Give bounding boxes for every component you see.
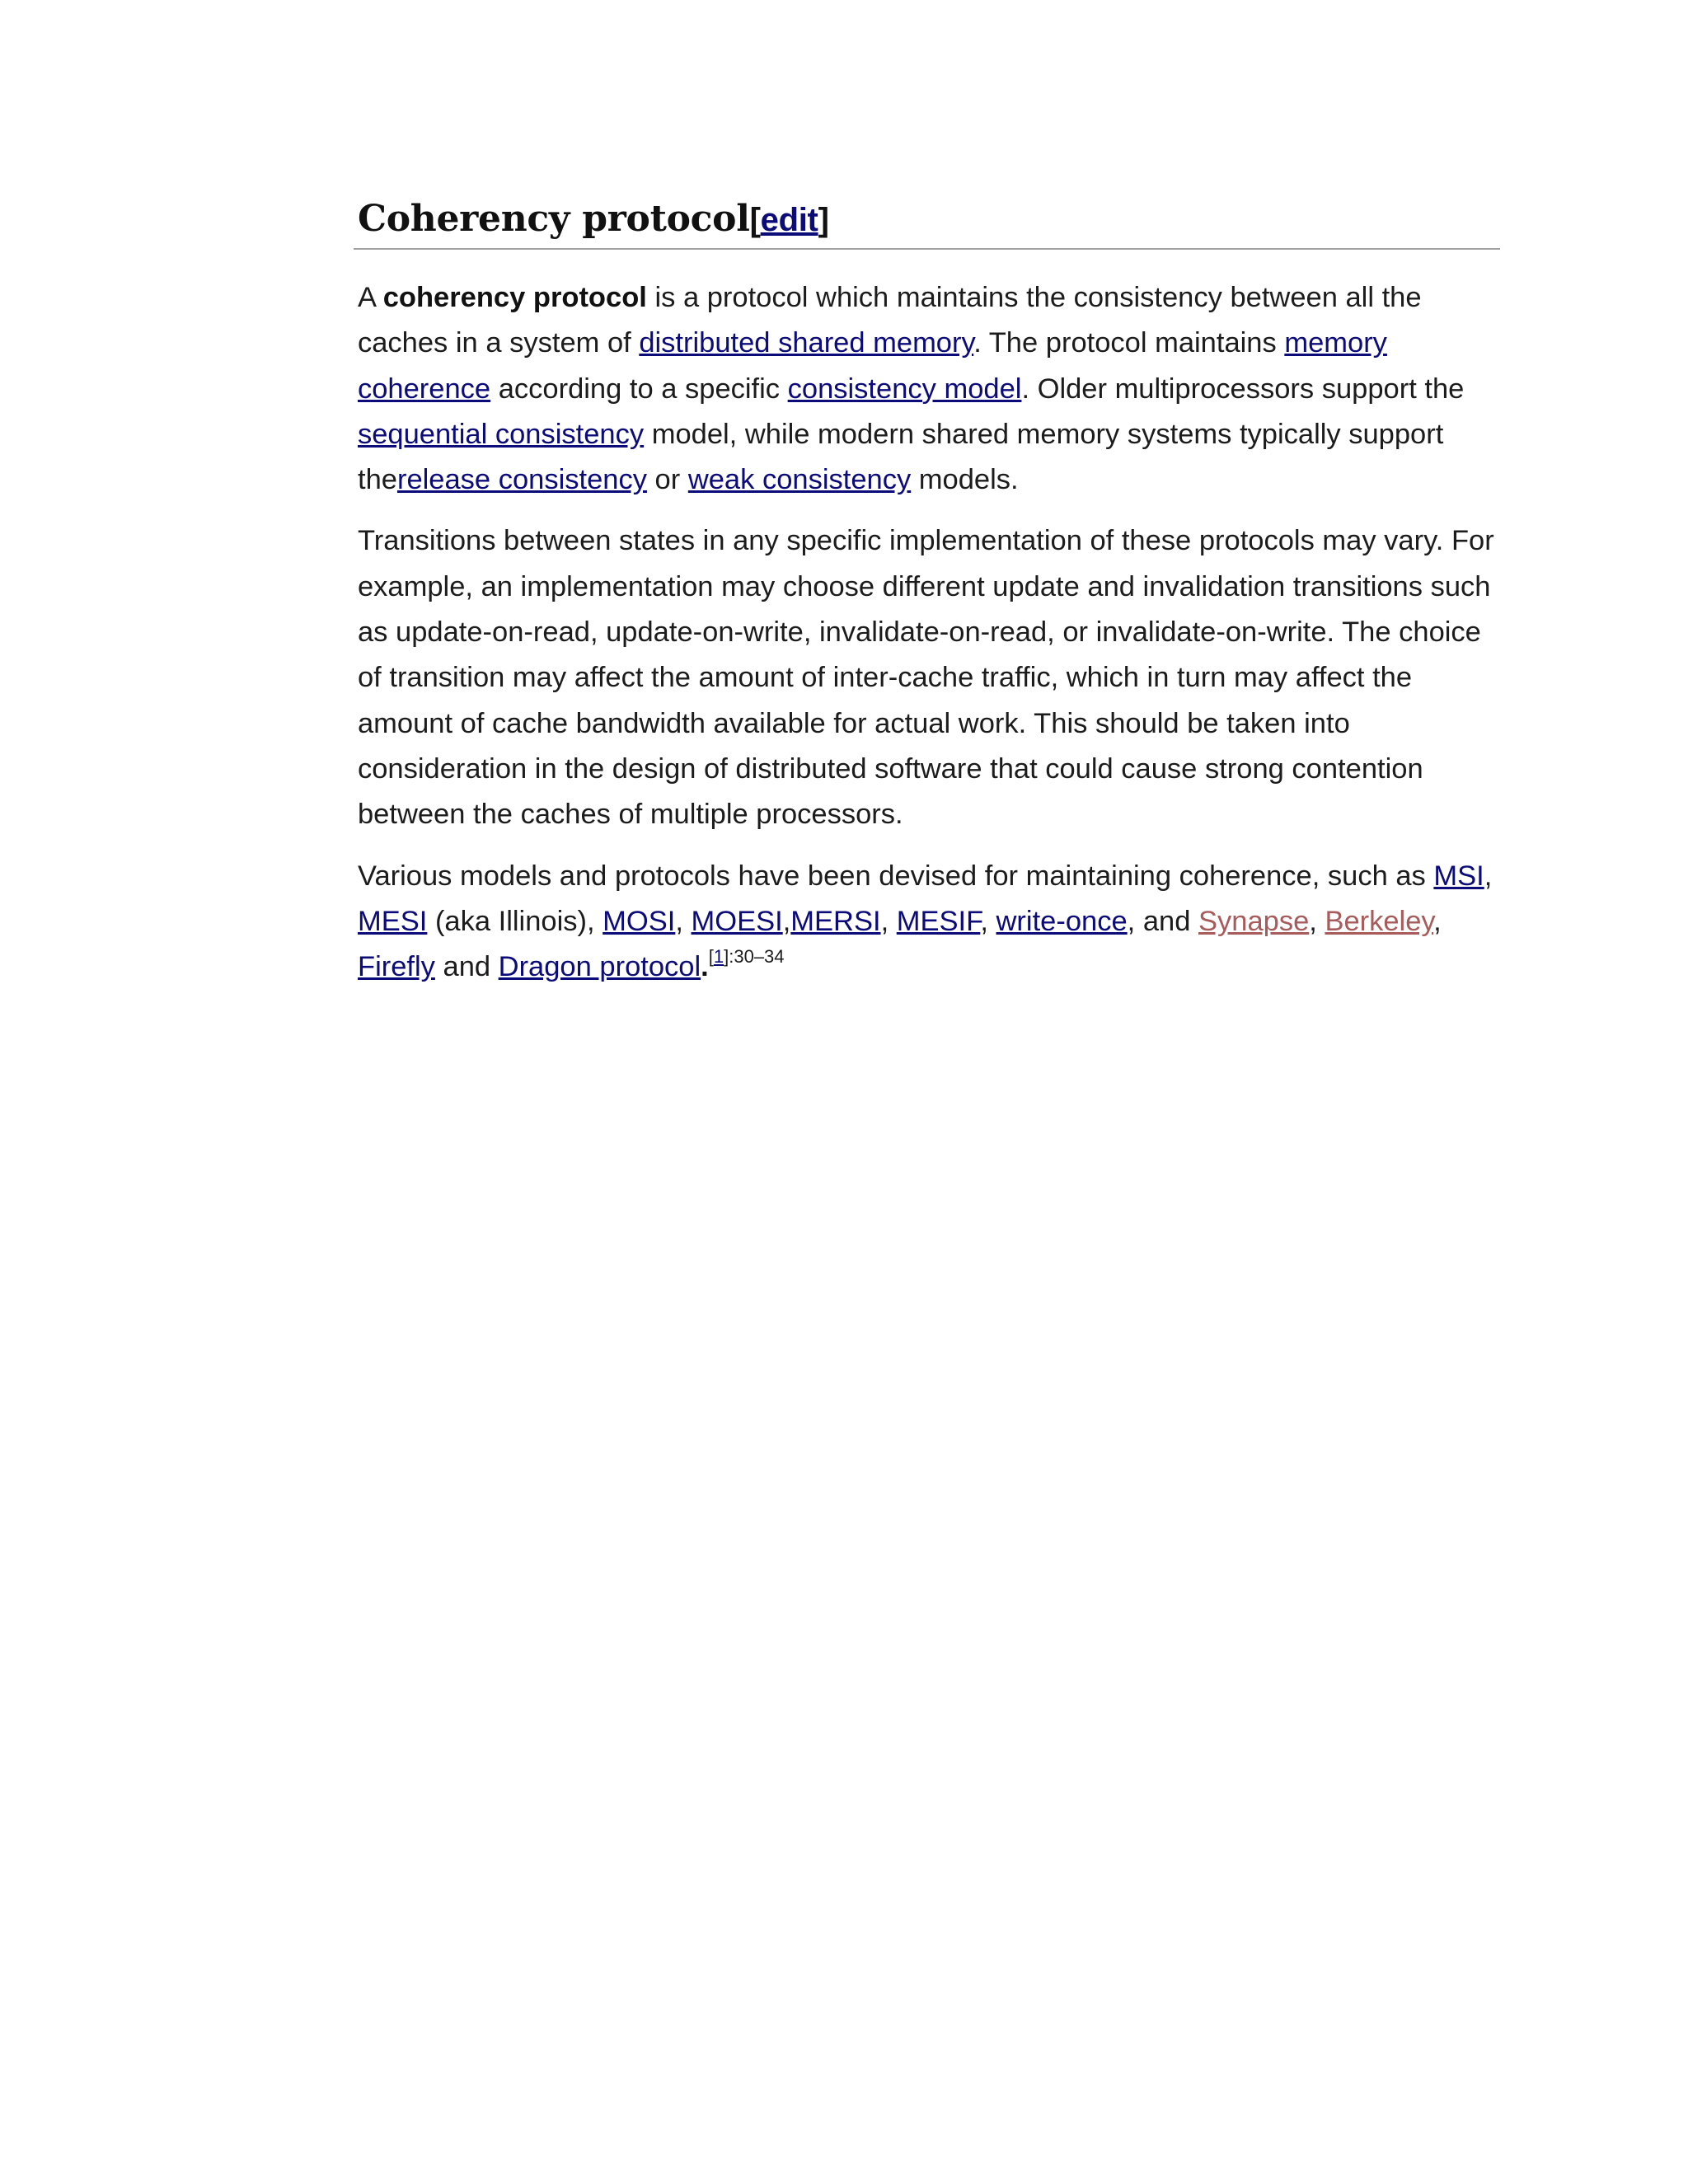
link-memory-coherence[interactable]: memory coherence bbox=[358, 327, 1387, 405]
text-run: , bbox=[1433, 905, 1442, 937]
text-run: models. bbox=[911, 464, 1019, 496]
link-distributed-shared-memory[interactable]: distributed shared memory bbox=[639, 327, 974, 359]
link-msi[interactable]: MSI bbox=[1433, 860, 1484, 892]
text-run: , and bbox=[1127, 905, 1198, 937]
text-run: , bbox=[880, 905, 897, 937]
citation-pages: :30–34 bbox=[729, 946, 785, 968]
edit-section-link[interactable]: edit bbox=[760, 202, 818, 238]
link-firefly[interactable]: Firefly bbox=[358, 951, 435, 983]
citation-link[interactable]: 1 bbox=[713, 946, 724, 968]
link-dragon-protocol[interactable]: Dragon protocol bbox=[498, 951, 701, 983]
heading-divider bbox=[354, 248, 1500, 250]
paragraph-protocols bbox=[358, 854, 1495, 991]
link-mesif[interactable]: MESIF bbox=[896, 905, 981, 937]
text-run: model, while modern shared memory systems typically support the bbox=[358, 418, 1444, 496]
link-moesi[interactable]: MOESI bbox=[691, 905, 783, 937]
text-run: (aka Illinois), bbox=[427, 905, 603, 937]
text-run: , bbox=[782, 905, 791, 937]
text-run: is a protocol which maintains the consistency between all the caches in a system of bbox=[358, 282, 1422, 359]
text-run: according to a specific bbox=[490, 373, 788, 405]
article-section bbox=[358, 194, 1495, 990]
link-berkeley[interactable]: Berkeley bbox=[1325, 905, 1434, 937]
citation-bracket-close: ] bbox=[724, 946, 729, 968]
text-run: and bbox=[434, 951, 499, 983]
link-release-consistency[interactable]: release consistency bbox=[396, 464, 647, 496]
bold-term: coherency protocol bbox=[382, 282, 647, 313]
section-heading-text: Coherency protocol bbox=[358, 198, 750, 240]
link-mosi[interactable]: MOSI bbox=[603, 905, 676, 937]
text-run: . Older multiprocessors support the bbox=[1021, 373, 1465, 405]
link-synapse[interactable]: Synapse bbox=[1198, 905, 1310, 937]
text-run: Various models and protocols have been devised for maintaining coherence, such as bbox=[358, 860, 1434, 892]
section-heading bbox=[358, 194, 1495, 250]
text-run: , bbox=[1484, 860, 1493, 892]
paragraph-definition bbox=[358, 275, 1495, 503]
link-mersi[interactable]: MERSI bbox=[790, 905, 881, 937]
text-run: or bbox=[646, 464, 688, 496]
text-run: . bbox=[701, 951, 709, 983]
citation-bracket-open: [ bbox=[708, 946, 714, 968]
link-write-once[interactable]: write-once bbox=[996, 905, 1128, 937]
link-weak-consistency[interactable]: weak consistency bbox=[687, 464, 912, 496]
text-run: , bbox=[980, 905, 996, 937]
link-sequential-consistency[interactable]: sequential consistency bbox=[358, 418, 645, 450]
text-run: , bbox=[1309, 905, 1325, 937]
edit-bracket-open: [ bbox=[749, 202, 761, 238]
edit-bracket-close: ] bbox=[818, 202, 829, 238]
text-run: , bbox=[675, 905, 692, 937]
link-consistency-model[interactable]: consistency model bbox=[787, 373, 1022, 405]
text-run: A bbox=[358, 282, 383, 313]
link-mesi[interactable]: MESI bbox=[358, 905, 428, 937]
paragraph-transitions: Transitions between states in any specific implementation of these protocols may vary. For example, an implementation may choose different update and invalidation transitions such as update-on-read, update-on-write, invalidate-on-read, or invalidate-on-write. The choice of transition may affect the amount of inter-cache traffic, which in turn may affect the amount of cache bandwidth available for actual work. This should be taken into consideration in the design of distributed software that could cause strong contention between the caches of multiple processors. bbox=[358, 525, 1494, 831]
citation-reference bbox=[709, 946, 785, 967]
text-run: . The protocol maintains bbox=[973, 327, 1285, 359]
